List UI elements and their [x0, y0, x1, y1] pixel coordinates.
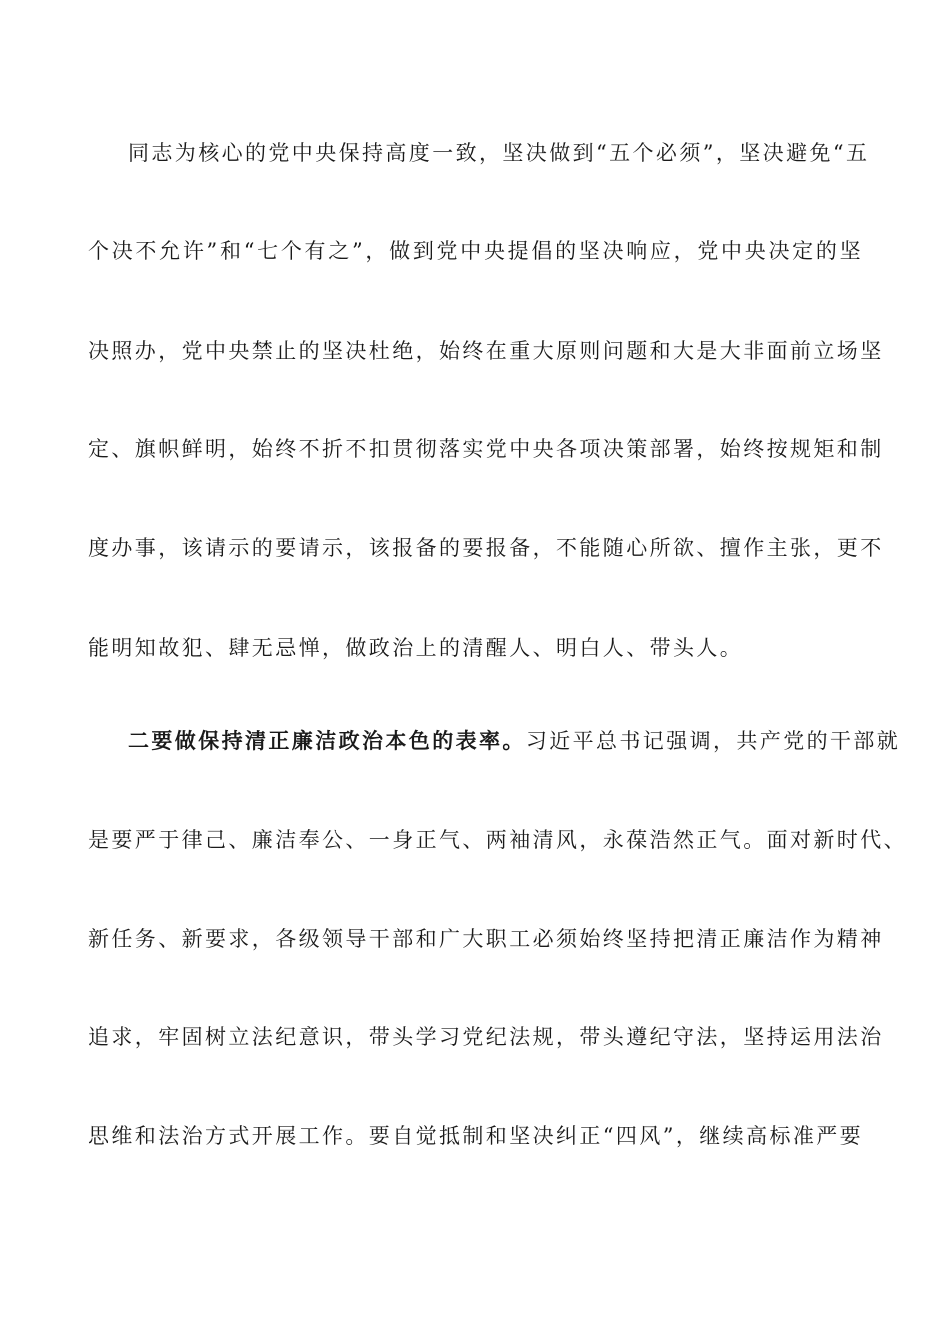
section-heading: 二要做保持清正廉洁政治本色的表率。 — [128, 728, 526, 753]
p2-line-3: 新任务、新要求，各级领导干部和广大职工必须始终坚持把清正廉洁作为精神 — [88, 927, 884, 951]
p1-line-3: 决照办，党中央禁止的坚决杜绝，始终在重大原则问题和大是大非面前立场坚 — [88, 339, 884, 363]
p2-line-5: 思维和法治方式开展工作。要自觉抵制和坚决纠正“四风”，继续高标准严要 — [88, 1124, 864, 1148]
p2-line-4: 追求，牢固树立法纪意识，带头学习党纪法规，带头遵纪守法，坚持运用法治 — [88, 1025, 884, 1049]
p1-line-5: 度办事，该请示的要请示，该报备的要报备，不能随心所欲、擅作主张，更不 — [88, 536, 884, 560]
p1-line-6: 能明知故犯、肆无忌惮，做政治上的清醒人、明白人、带头人。 — [88, 636, 744, 660]
p2-line-1 — [128, 726, 901, 756]
p2-line-1-rest: 习近平总书记强调，共产党的干部就 — [525, 729, 901, 753]
p2-line-2: 是要严于律己、廉洁奉公、一身正气、两袖清风，永葆浩然正气。面对新时代、 — [88, 828, 907, 852]
p1-line-1: 同志为核心的党中央保持高度一致，坚决做到“五个必须”，坚决避免“五 — [128, 141, 870, 165]
p1-line-4: 定、旗帜鲜明，始终不折不扣贯彻落实党中央各项决策部署，始终按规矩和制 — [88, 437, 884, 461]
p1-line-2: 个决不允许”和“七个有之”，做到党中央提倡的坚决响应，党中央决定的坚 — [88, 239, 863, 263]
